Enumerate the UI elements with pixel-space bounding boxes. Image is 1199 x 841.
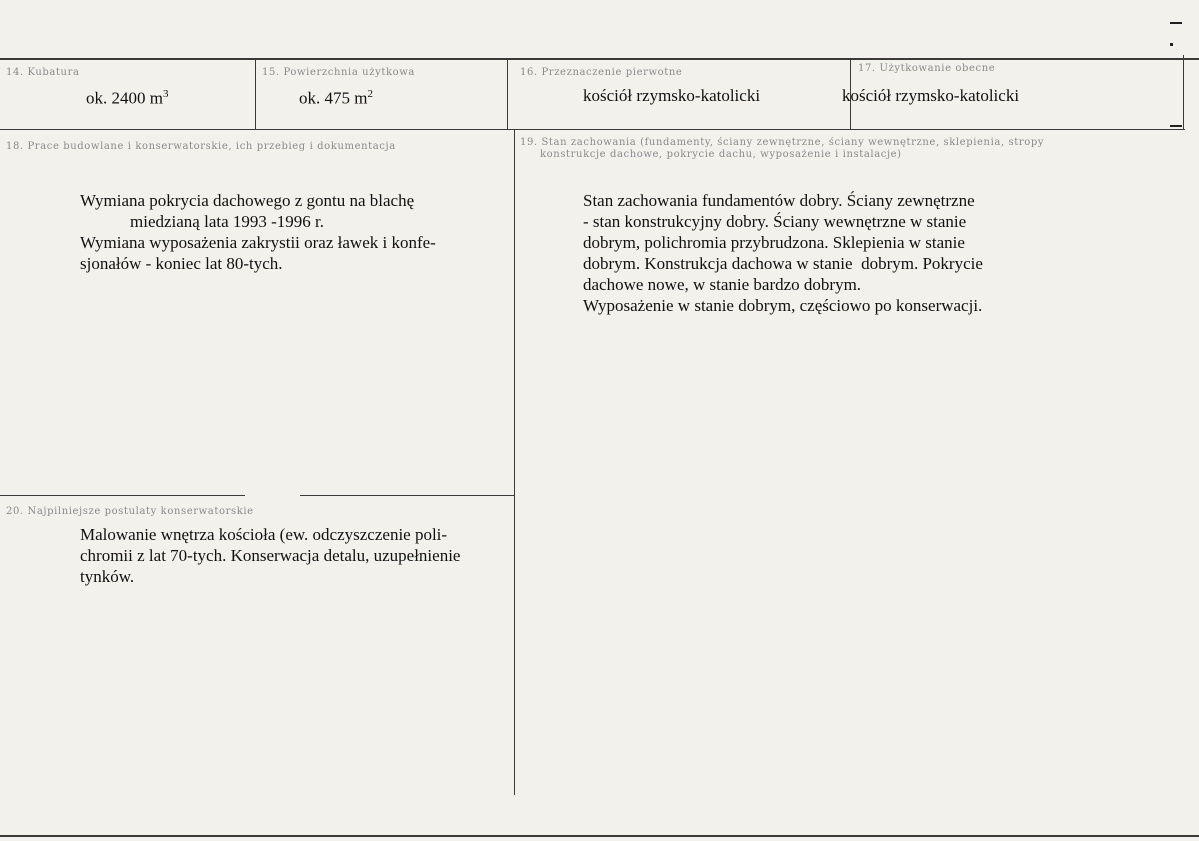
field-14-unit-exponent: 3	[162, 88, 169, 100]
field-19-line: dachowe nowe, w stanie bardzo dobrym.	[583, 275, 862, 294]
field-19-line: Wyposażenie w stanie dobrym, częściowo po konserwacji.	[583, 296, 983, 315]
field-18-line: Wymiana wyposażenia zakrystii oraz ławek i konfe-	[80, 233, 436, 252]
field-19-label-continued: konstrukcje dachowe, pokrycie dachu, wyposażenie i instalacje)	[540, 149, 902, 160]
divider-15-16	[507, 60, 508, 129]
field-15-label: 15. Powierzchnia użytkowa	[262, 67, 415, 78]
row1-bottom-rule	[0, 129, 1185, 130]
field-16-label: 16. Przeznaczenie pierwotne	[520, 67, 683, 78]
edge-mark	[1170, 43, 1173, 46]
field-15-value-text: ok. 475 m	[299, 88, 368, 108]
edge-mark	[1170, 22, 1182, 24]
field-15-unit-exponent: 2	[367, 88, 373, 100]
field-20-label: 20. Najpilniejsze postulaty konserwatorskie	[6, 506, 254, 517]
field-18-label: 18. Prace budowlane i konserwatorskie, ich przebieg i dokumentacja	[6, 141, 396, 152]
divider-14-15	[255, 60, 256, 129]
field-14-value	[86, 88, 168, 109]
divider-main-vertical	[514, 130, 515, 795]
field-19-line: dobrym, polichromia przybrudzona. Sklepienia w stanie	[583, 233, 965, 252]
divider-18-20-right	[300, 495, 514, 496]
field-20-line: Malowanie wnętrza kościoła (ew. odczyszczenie poli-	[80, 525, 448, 544]
top-rule	[0, 58, 1199, 60]
field-20-line: chromii z lat 70-tych. Konserwacja detalu, uzupełnienie	[80, 546, 461, 565]
right-border	[1183, 55, 1184, 130]
field-19-line: dobrym. Konstrukcja dachowa w stanie dobrym. Pokrycie	[583, 254, 983, 273]
field-19-line: Stan zachowania fundamentów dobry. Ściany zewnętrzne	[583, 191, 975, 210]
field-18-line: miedzianą lata 1993 -1996 r.	[130, 212, 325, 231]
field-18-line: Wymiana pokrycia dachowego z gontu na blachę	[80, 191, 415, 210]
field-19-line: - stan konstrukcyjny dobry. Ściany wewnętrzne w stanie	[583, 212, 967, 231]
field-20-line: tynków.	[80, 567, 135, 586]
field-17-value: kościół rzymsko-katolicki	[842, 86, 1020, 105]
edge-mark	[1170, 125, 1182, 127]
field-15-value	[299, 88, 373, 109]
field-14-value-text: ok. 2400 m	[86, 88, 163, 108]
field-19-label: 19. Stan zachowania (fundamenty, ściany zewnętrzne, ściany wewnętrzne, sklepienia, stropy	[520, 137, 1045, 148]
field-14-label: 14. Kubatura	[6, 67, 80, 78]
field-16-value: kościół rzymsko-katolicki	[583, 86, 761, 105]
page-bottom-rule	[0, 835, 1199, 837]
field-18-line: sjonałów - koniec lat 80-tych.	[80, 254, 283, 273]
field-17-label: 17. Użytkowanie obecne	[858, 63, 996, 74]
divider-18-20-left	[0, 495, 245, 496]
